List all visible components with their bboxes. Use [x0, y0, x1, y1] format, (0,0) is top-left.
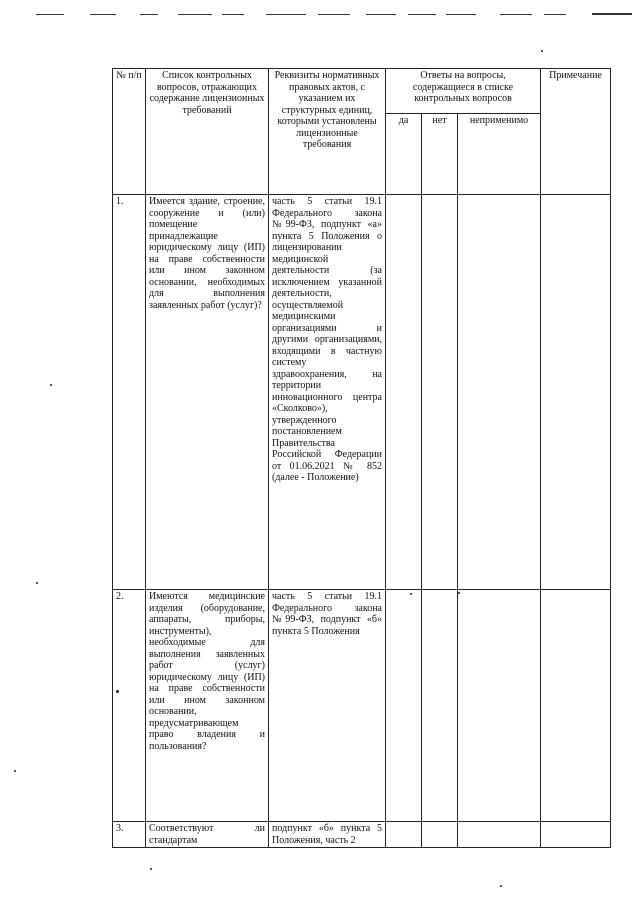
row-requisite: часть 5 статьи 19.1 Федерального закона №99-ФЗ, подпункт «б» пункта 5 Положения [269, 590, 386, 822]
header-questions: Список контрольных вопросов, отражающих содержание лицензионных требований [146, 69, 269, 195]
header-answer-na: неприменимо [458, 114, 541, 195]
note-cell[interactable] [541, 822, 611, 848]
table-row [113, 822, 611, 848]
scan-speck [36, 582, 38, 584]
answer-na-cell[interactable] [458, 195, 541, 590]
row-requisite: часть 5 статьи 19.1 Федерального закона №99-ФЗ, подпункт «а» пункта 5 Положения о лицензировании медицинской деятельности (за исключением указанной деятельности, осуществляемой медицинскими организациями и другими организациями, входящими в частную систему здравоохранения, на территории инновационного центра «Сколково»), утвержденного постановлением Правительства Российской Федерации от 01.06.2021 № 852 (далее - Положение) [269, 195, 386, 590]
row-number: 3. [113, 822, 146, 848]
header-answers: Ответы на вопросы, содержащиеся в списке контрольных вопросов [386, 69, 541, 114]
header-requisites: Реквизиты нормативных правовых актов, с указанием их структурных единиц, которыми установлены лицензионные требования [269, 69, 386, 195]
answer-no-cell[interactable] [422, 822, 458, 848]
row-question: Соответствуют ли стандартам [146, 822, 269, 848]
table-row [113, 590, 611, 822]
row-question: Имеется здание, строение, сооружение и (или) помещение принадлежащие юридическому лицу (ИП) на праве собственности или ином законном основании, необходимых для выполнения заявленных работ (услуг)? [146, 195, 269, 590]
row-number: 1. [113, 195, 146, 590]
header-answer-no: нет [422, 114, 458, 195]
scan-speck [500, 885, 502, 887]
header-note: Примечание [541, 69, 611, 195]
scan-speck [50, 384, 52, 386]
row-requisite: подпункт «б» пункта 5 Положения, часть 2 [269, 822, 386, 848]
answer-yes-cell[interactable] [386, 195, 422, 590]
header-number: № п/п [113, 69, 146, 195]
row-question: Имеются медицинские изделия (оборудование, аппараты, приборы, инструменты), необходимые для выполнения заявленных работ (услуг) юридическому лицу (ИП) на праве собственности или ином законном основании, предусматривающем право владения и пользования? [146, 590, 269, 822]
answer-yes-cell[interactable] [386, 590, 422, 822]
answer-na-cell[interactable] [458, 822, 541, 848]
scan-speck [150, 868, 152, 870]
scan-speck [14, 770, 16, 772]
header-answer-yes: да [386, 114, 422, 195]
scan-speck [541, 50, 543, 52]
answer-yes-cell[interactable] [386, 822, 422, 848]
row-number: 2. [113, 590, 146, 822]
answer-no-cell[interactable] [422, 195, 458, 590]
table-row [113, 195, 611, 590]
note-cell[interactable] [541, 195, 611, 590]
answer-na-cell[interactable] [458, 590, 541, 822]
answer-no-cell[interactable] [422, 590, 458, 822]
license-checklist-table [112, 68, 611, 848]
note-cell[interactable] [541, 590, 611, 822]
